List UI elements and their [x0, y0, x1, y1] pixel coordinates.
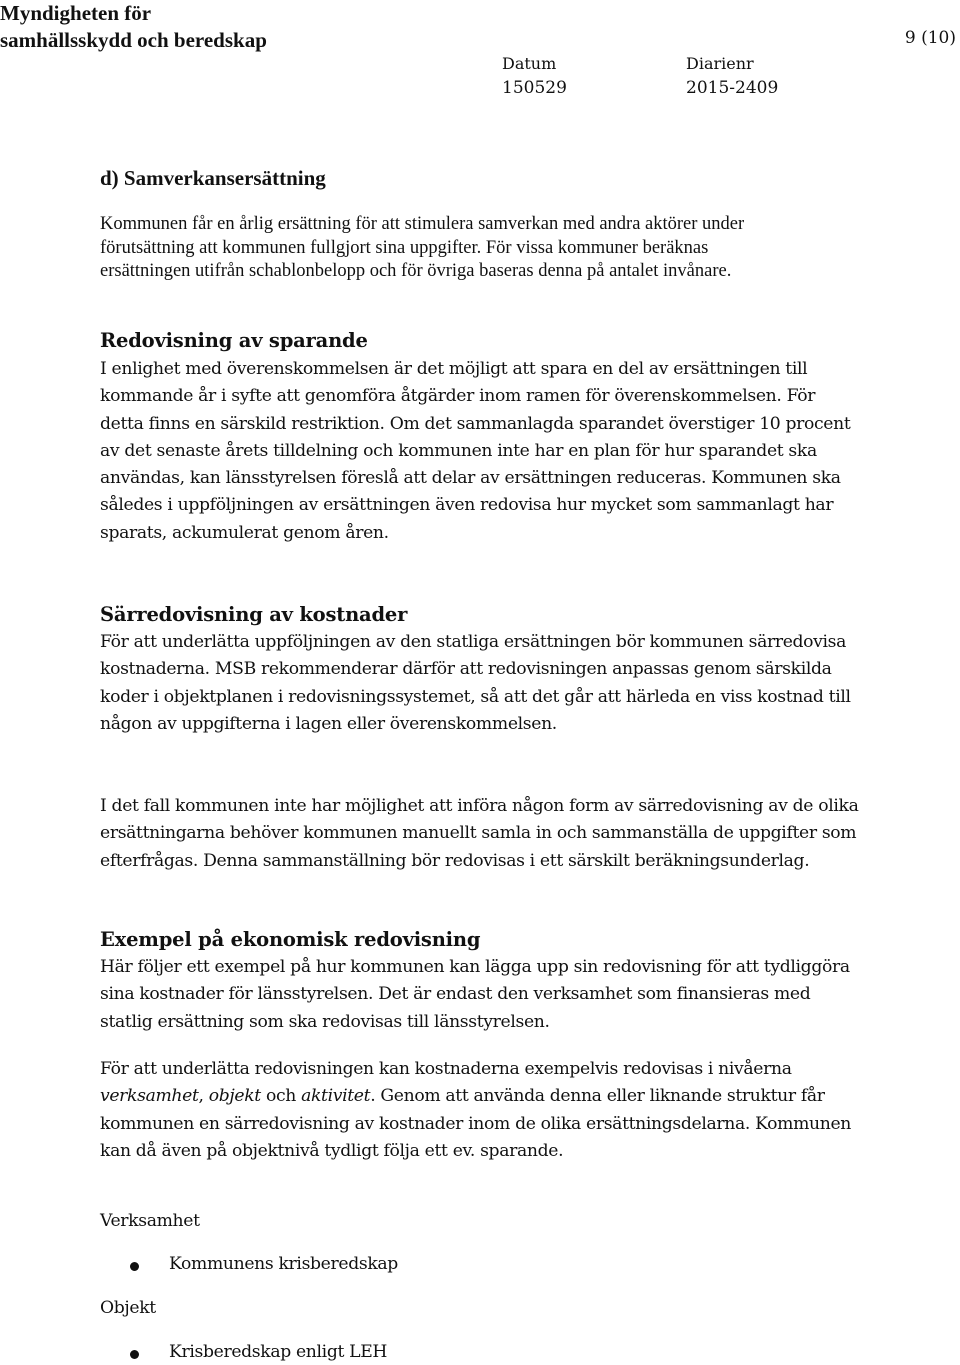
heading-sarredovisning-av-kostnader: Särredovisning av kostnader	[100, 603, 408, 626]
paragraph-sarredovisning-1: För att underlätta uppföljningen av den statliga ersättningen bör kommunen särredovisa kostnaderna. MSB rekommenderar därför att redovisningen anpassas genom särskilda koder i objektplanen i redovisningssystemet, så att det går att härleda en viss kostnad till någon av uppgifterna i lagen eller överenskommelsen.	[100, 632, 851, 734]
emphasis-objekt: objekt	[208, 1086, 261, 1107]
emphasis-aktivitet: aktivitet	[301, 1086, 371, 1107]
organization-name-line2: samhällsskydd och beredskap	[0, 28, 267, 52]
paragraph-samverkansersattning: Kommunen får en årlig ersättning för att stimulera samverkan med andra aktörer under förutsättning att kommunen fullgjort sina uppgifter. För vissa kommuner beräknas ersättningen utifrån schablonbelopp och för övriga baseras denna på antalet invånare.	[100, 214, 745, 281]
organization-name	[0, 0, 267, 54]
objekt-list-item: Krisberedskap enligt LEH	[169, 1342, 388, 1362]
date-label: Datum	[502, 54, 557, 73]
paragraph-exempel-2-text-d: . Genom att använda denna eller liknande struktur får kommunen en särredovisning av kostnader inom de olika ersättningsdelarna. Kommunen kan då även på objektnivå tydligt följa ett ev. sparande.	[100, 1086, 852, 1161]
page-number: 9 (10)	[904, 28, 956, 48]
emphasis-verksamhet: verksamhet	[100, 1086, 199, 1107]
heading-samverkansersattning: d) Samverkansersättning	[100, 166, 326, 190]
objekt-label: Objekt	[100, 1298, 156, 1318]
paragraph-sarredovisning-2: I det fall kommunen inte har möjlighet att införa någon form av särredovisning av de olika ersättningarna behöver kommunen manuellt samla in och sammanställa de uppgifter som efterfrågas. Denna sammanställning bör redovisas i ett särskilt beräkningsunderlag.	[100, 796, 859, 871]
heading-redovisning-av-sparande: Redovisning av sparande	[100, 329, 368, 352]
paragraph-exempel-1: Här följer ett exempel på hur kommunen kan lägga upp sin redovisning för att tydliggöra sina kostnader för länsstyrelsen. Det är endast den verksamhet som finansieras med statlig ersättning som ska redovisas till länsstyrelsen.	[100, 957, 850, 1032]
verksamhet-label: Verksamhet	[100, 1211, 200, 1231]
bullet-icon	[130, 1350, 139, 1359]
diary-number-value: 2015-2409	[686, 78, 779, 98]
paragraph-exempel-2-text-b: ,	[198, 1086, 209, 1107]
heading-exempel-ekonomisk-redovisning: Exempel på ekonomisk redovisning	[100, 928, 481, 951]
diary-number-label: Diarienr	[686, 54, 754, 73]
bullet-icon	[130, 1262, 139, 1271]
paragraph-exempel-2-text-c: och	[260, 1086, 302, 1107]
organization-name-line1: Myndigheten för	[0, 1, 152, 25]
verksamhet-list-item: Kommunens krisberedskap	[169, 1254, 398, 1274]
paragraph-redovisning-av-sparande: I enlighet med överenskommelsen är det möjligt att spara en del av ersättningen till kommande år i syfte att genomföra åtgärder inom ramen för överenskommelsen. För detta finns en särskild restriktion. Om det sammanlagda sparandet överstiger 10 procent av det senaste årets tilldelning och kommunen inte har en plan för hur sparandet ska användas, kan länsstyrelsen föreslå att delar av ersättningen reduceras. Kommunen ska således i uppföljningen av ersättningen även redovisa hur mycket som sammanlagt har sparats, ackumulerat genom åren.	[100, 359, 851, 543]
paragraph-exempel-2	[100, 1056, 860, 1165]
date-value: 150529	[502, 78, 567, 98]
paragraph-exempel-2-text-a: För att underlätta redovisningen kan kostnaderna exempelvis redovisas i nivåerna	[100, 1059, 792, 1079]
